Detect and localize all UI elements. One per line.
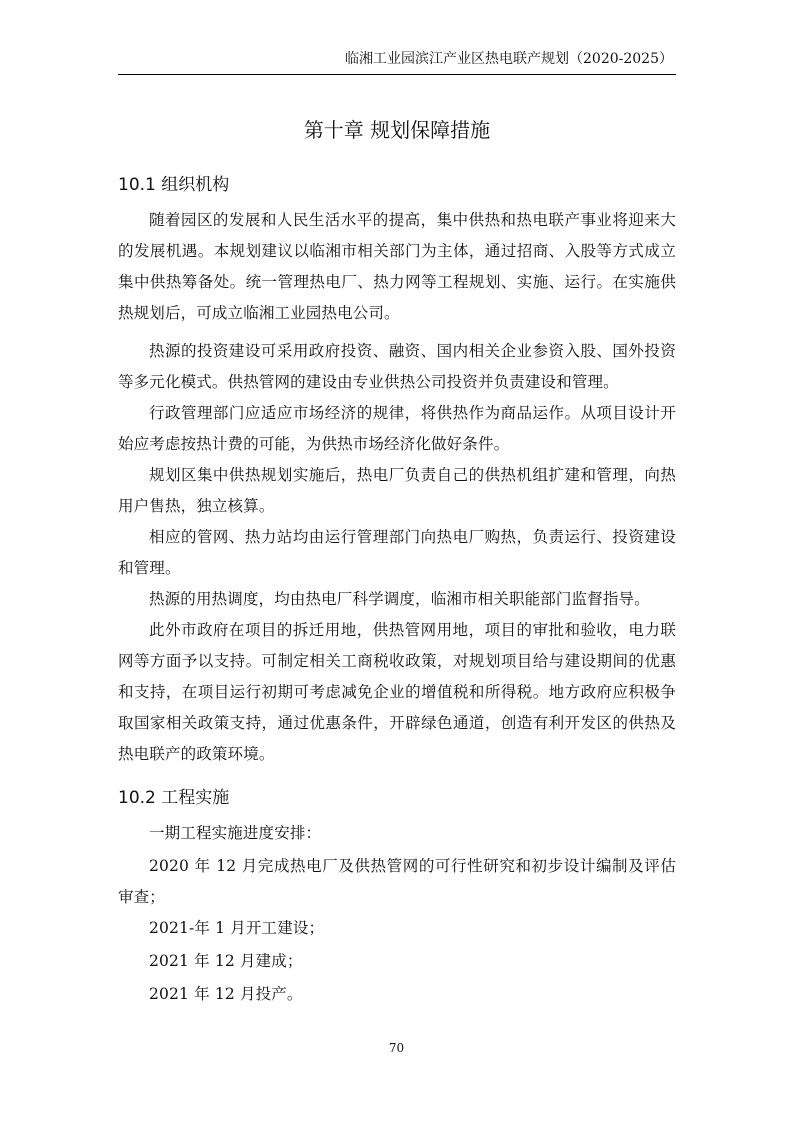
paragraph: 2021 年 12 月建成；: [149, 952, 303, 970]
paragraph: 此外市政府在项目的拆迁用地，供热管网用地，项目的审批和验收，电力联网等方面予以支持。可制定相关工商税收政策，对规划项目给与建设期间的优惠和支持，在项目运行初期可考虑减免企业的增值税和所得税。地方政府应积极争取国家相关政策支持，通过优惠条件，开辟绿色通道，创造有利开发区的供热及热电联产的政策环境。: [118, 621, 676, 763]
paragraph: 2020 年 12 月完成热电厂及供热管网的可行性研究和初步设计编制及评估审查；: [118, 857, 676, 906]
section-heading-10-2: 10.2 工程实施: [118, 788, 230, 808]
chapter-title: 第十章 规划保障措施: [303, 118, 491, 142]
page-number: 70: [388, 1041, 405, 1055]
paragraph: 随着园区的发展和人民生活水平的提高，集中供热和热电联产事业将迎来大的发展机遇。本规划建议以临湘市相关部门为主体，通过招商、入股等方式成立集中供热筹备处。统一管理热电厂、热力网等工程规划、实施、运行。在实施供热规划后，可成立临湘工业园热电公司。: [118, 211, 676, 322]
paragraph: 2021-年 1 月开工建设；: [149, 919, 325, 937]
header-divider: [118, 74, 676, 75]
paragraph: 规划区集中供热规划实施后，热电厂负责自己的供热机组扩建和管理，向热用户售热，独立核算。: [118, 466, 676, 515]
paragraph: 相应的管网、热力站均由运行管理部门向热电厂购热，负责运行、投资建设和管理。: [118, 528, 676, 577]
paragraph: 行政管理部门应适应市场经济的规律，将供热作为商品运作。从项目设计开始应考虑按热计费的可能，为供热市场经济化做好条件。: [118, 404, 676, 453]
paragraph: 热源的用热调度，均由热电厂科学调度，临湘市相关职能部门监督指导。: [149, 590, 650, 608]
paragraph: 一期工程实施进度安排：: [149, 824, 322, 842]
section-heading-10-1: 10.1 组织机构: [118, 175, 230, 195]
running-header: 临湘工业园滨江产业区热电联产规划（2020-2025）: [345, 51, 673, 67]
paragraph: 2021 年 12 月投产。: [149, 985, 303, 1003]
paragraph: 热源的投资建设可采用政府投资、融资、国内相关企业参资入股、国外投资等多元化模式。供热管网的建设由专业供热公司投资并负责建设和管理。: [118, 342, 676, 391]
